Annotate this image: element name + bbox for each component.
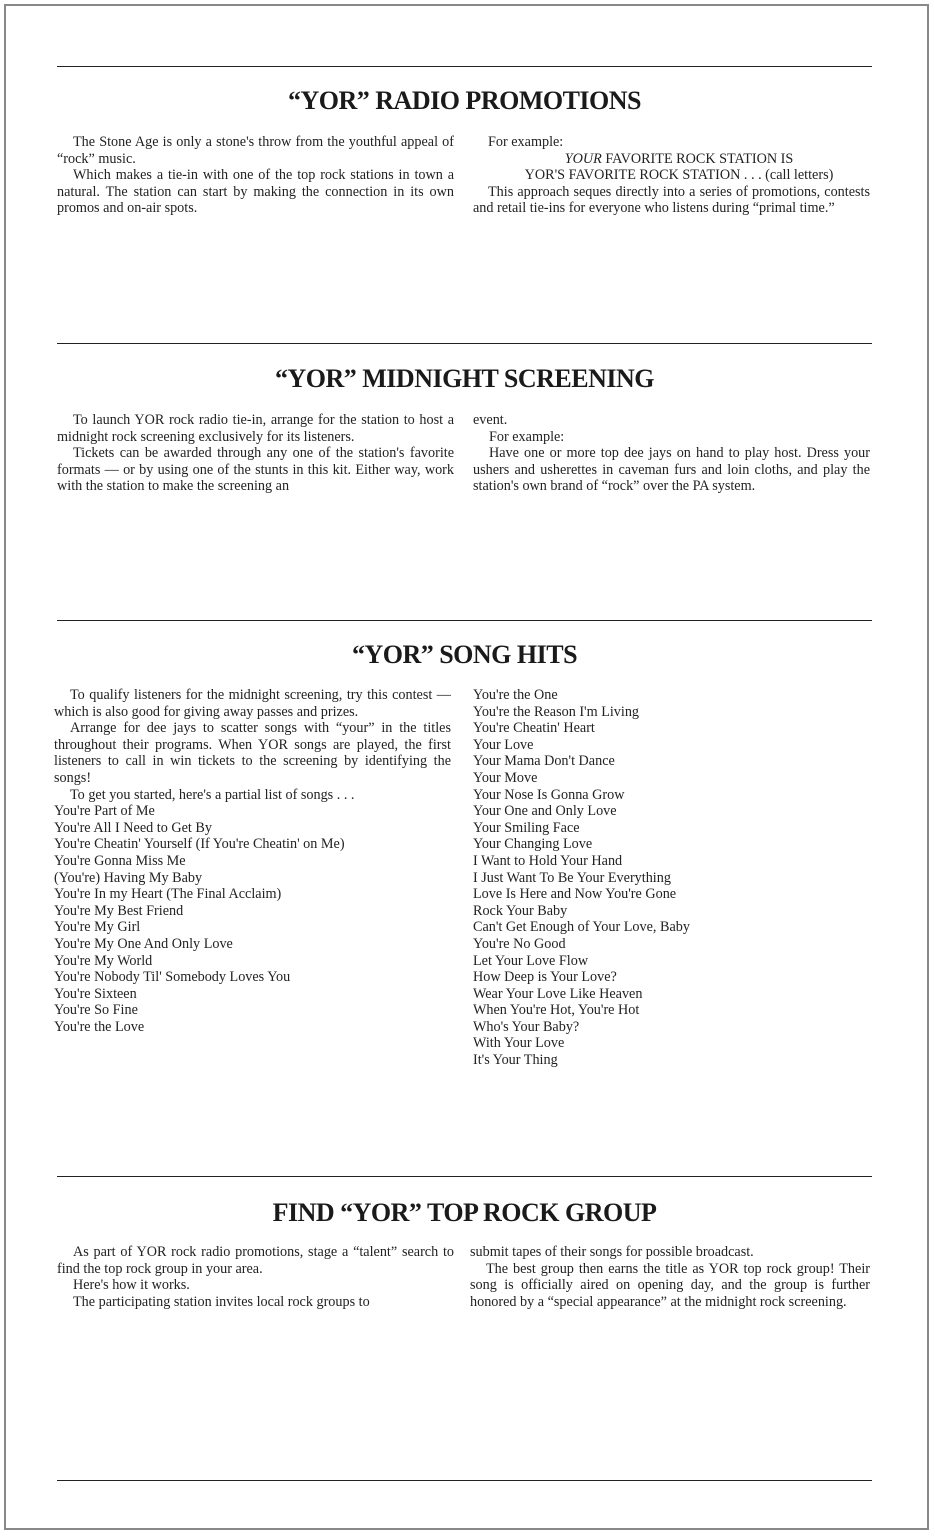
radio-promotions-left-column bbox=[57, 134, 454, 217]
song-title: How Deep is Your Love? bbox=[473, 969, 617, 986]
paragraph: For example: bbox=[488, 134, 564, 150]
song-title: Love Is Here and Now You're Gone bbox=[473, 886, 677, 903]
paragraph: submit tapes of their songs for possible broadcast. bbox=[470, 1244, 754, 1260]
paragraph: As part of YOR rock radio promotions, stage a “talent” search to find the top rock group in your area. bbox=[57, 1244, 454, 1277]
paragraph: To get you started, here's a partial list of songs . . . bbox=[70, 786, 355, 803]
song-title: It's Your Thing bbox=[473, 1052, 558, 1069]
heading-midnight-screening: “YOR” MIDNIGHT SCREENING bbox=[274, 364, 654, 393]
divider-rule bbox=[57, 620, 872, 621]
song-title: You're the Reason I'm Living bbox=[473, 703, 640, 720]
heading-radio-promotions: “YOR” RADIO PROMOTIONS bbox=[287, 86, 641, 115]
divider-rule bbox=[57, 1480, 872, 1481]
song-title: You're So Fine bbox=[54, 1002, 138, 1019]
song-title: Let Your Love Flow bbox=[473, 952, 589, 969]
song-title: I Want to Hold Your Hand bbox=[473, 852, 623, 869]
song-title: (You're) Having My Baby bbox=[54, 869, 203, 886]
song-title: You're No Good bbox=[473, 935, 566, 952]
paragraph: The Stone Age is only a stone's throw from the youthful appeal of “rock” music. bbox=[57, 134, 454, 167]
song-title: You're Cheatin' Yourself (If You're Cheatin' on Me) bbox=[54, 836, 345, 853]
song-title: You're My World bbox=[54, 952, 153, 969]
song-title: You're In my Heart (The Final Acclaim) bbox=[54, 886, 282, 903]
midnight-screening-left-column bbox=[57, 412, 454, 495]
song-title: Can't Get Enough of Your Love, Baby bbox=[473, 919, 690, 936]
song-title: You're Part of Me bbox=[54, 803, 155, 820]
song-list-right bbox=[473, 687, 870, 1069]
song-title: You're Nobody Til' Somebody Loves You bbox=[54, 969, 291, 986]
slogan-rest: FAVORITE ROCK STATION IS bbox=[601, 150, 794, 167]
song-title: You're the One bbox=[473, 687, 558, 703]
paragraph: event. bbox=[473, 412, 508, 428]
song-title: You're Cheatin' Heart bbox=[473, 720, 595, 737]
paragraph: The best group then earns the title as YOR top rock group! Their song is officially aired on opening day, and the group is further honored by a “special appearance” at the midnight rock screening. bbox=[470, 1260, 870, 1310]
song-title: You're My Girl bbox=[54, 919, 141, 936]
paragraph: To launch YOR rock radio tie-in, arrange for the station to host a midnight rock screening exclusively for its listeners. bbox=[57, 412, 454, 445]
song-hits-left-column bbox=[54, 687, 451, 1035]
top-rock-group-right-column bbox=[470, 1244, 870, 1310]
song-title: Wear Your Love Like Heaven bbox=[473, 985, 643, 1002]
song-title: With Your Love bbox=[473, 1035, 565, 1052]
song-title: You're My One And Only Love bbox=[54, 935, 233, 952]
paragraph: Here's how it works. bbox=[73, 1277, 190, 1294]
song-title: You're My Best Friend bbox=[54, 902, 184, 919]
song-title: When You're Hot, You're Hot bbox=[473, 1002, 640, 1019]
song-title: You're All I Need to Get By bbox=[54, 819, 212, 836]
heading-top-rock-group: FIND “YOR” TOP ROCK GROUP bbox=[272, 1198, 657, 1227]
paragraph: Tickets can be awarded through any one of the station's favorite formats — or by using one of the stunts in this kit. Either way, work with the station to make the screening an bbox=[57, 445, 454, 495]
slogan-italic: YOUR bbox=[564, 150, 602, 167]
divider-rule bbox=[57, 1176, 872, 1177]
paragraph: To qualify listeners for the midnight screening, try this contest — which is also good for giving away passes and prizes. bbox=[54, 687, 451, 720]
paragraph: Which makes a tie-in with one of the top rock stations in town a natural. The station can start by making the connection in its own promos and on-air spots. bbox=[57, 167, 454, 217]
paragraph: Have one or more top dee jays on hand to play host. Dress your ushers and usherettes in caveman furs and loin cloths, and play the station's own brand of “rock” over the PA system. bbox=[473, 445, 870, 495]
paragraph: The participating station invites local rock groups to bbox=[73, 1293, 370, 1310]
slogan-line-2: YOR'S FAVORITE ROCK STATION . . . (call letters) bbox=[524, 167, 834, 184]
song-title: Your Changing Love bbox=[473, 836, 593, 853]
song-title: Your Smiling Face bbox=[473, 819, 580, 836]
song-title: Rock Your Baby bbox=[473, 902, 568, 919]
song-title: Your Mama Don't Dance bbox=[473, 753, 615, 770]
top-rock-group-left-column bbox=[57, 1244, 454, 1310]
paragraph: Arrange for dee jays to scatter songs with “your” in the titles throughout their programs. When YOR songs are played, the first listeners to call in win tickets to the screening by identifying the songs! bbox=[54, 720, 451, 786]
song-title: Who's Your Baby? bbox=[473, 1018, 580, 1035]
song-title: You're the Love bbox=[54, 1018, 145, 1035]
midnight-screening-right-column bbox=[473, 412, 870, 495]
heading-song-hits: “YOR” SONG HITS bbox=[351, 640, 578, 669]
song-title: Your One and Only Love bbox=[473, 803, 617, 820]
song-title: Your Nose Is Gonna Grow bbox=[473, 786, 625, 803]
paragraph: This approach seques directly into a series of promotions, contests and retail tie-ins for everyone who listens during “primal time.” bbox=[473, 183, 870, 217]
song-title: Your Move bbox=[473, 769, 538, 786]
song-list-left bbox=[54, 803, 451, 1035]
song-title: I Just Want To Be Your Everything bbox=[473, 869, 671, 886]
slogan-line-1 bbox=[488, 151, 870, 168]
paragraph: For example: bbox=[489, 428, 565, 445]
divider-rule bbox=[57, 343, 872, 344]
radio-promotions-right-column bbox=[473, 134, 870, 217]
divider-rule bbox=[57, 66, 872, 67]
song-title: You're Gonna Miss Me bbox=[54, 852, 186, 869]
song-title: You're Sixteen bbox=[54, 985, 137, 1002]
song-hits-right-column bbox=[473, 687, 870, 1069]
song-title: Your Love bbox=[473, 736, 534, 753]
